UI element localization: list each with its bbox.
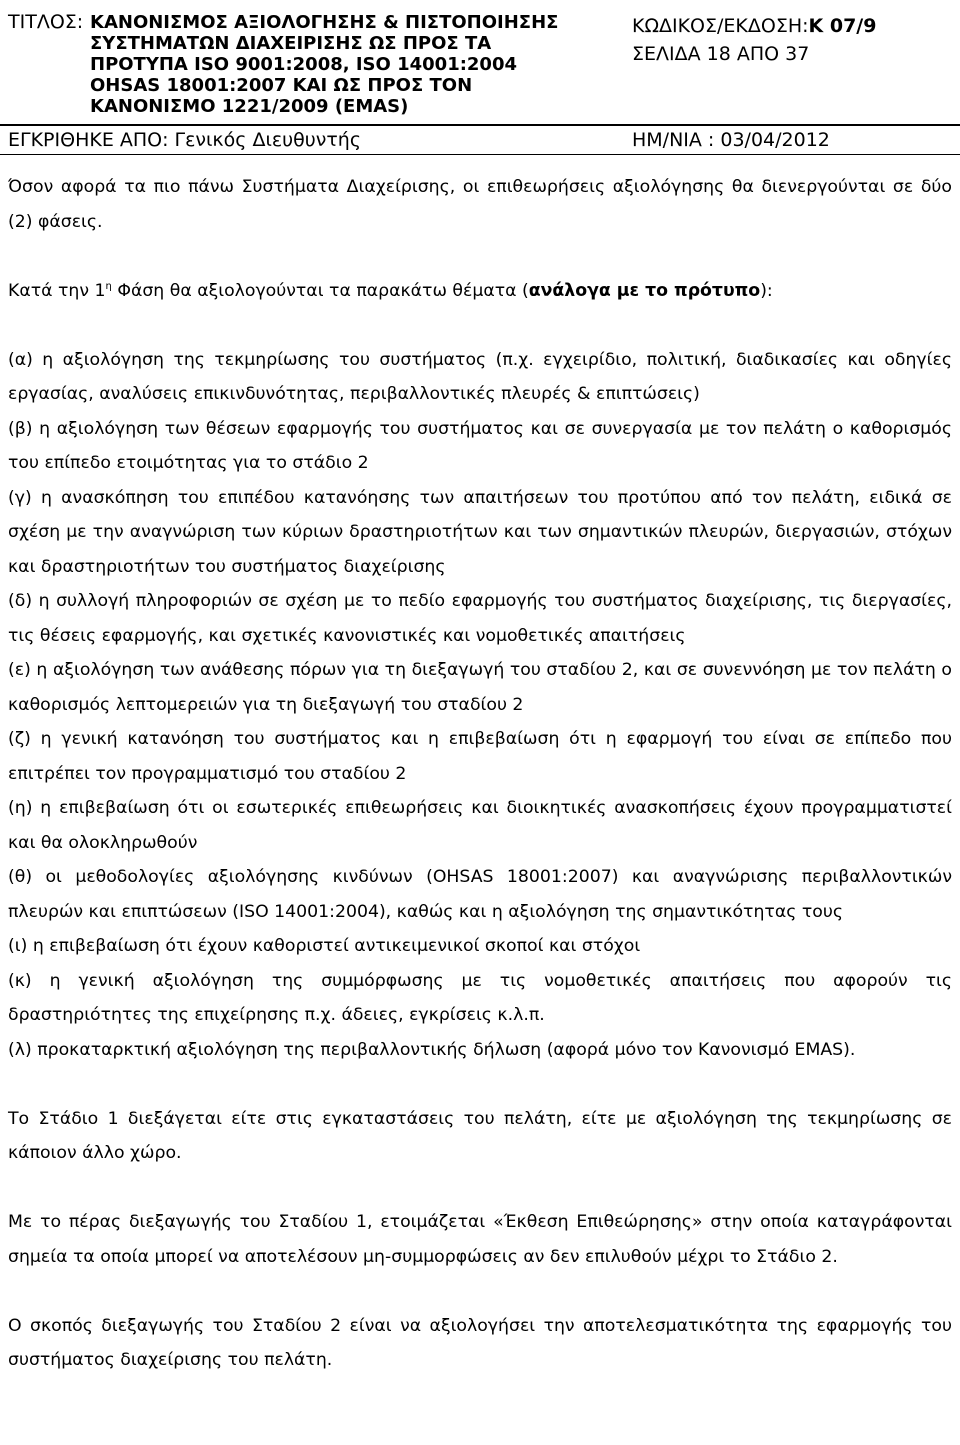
document-body xyxy=(8,170,952,1378)
list-item: (δ) η συλλογή πληροφοριών σε σχέση με το πεδίο εφαρμογής του συστήματος διαχείρισης, τις διεργασίες, τις θέσεις εφαρμογής, και σχετικές κανονιστικές και νομοθετικές απαιτήσεις xyxy=(8,591,952,646)
phase-heading xyxy=(8,274,952,309)
title-line: ΚΑΝΟΝΙΣΜΟ 1221/2009 (EMAS) xyxy=(90,96,409,117)
title-label: ΤΙΤΛΟΣ: xyxy=(8,11,84,33)
stage2-purpose-paragraph: Ο σκοπός διεξαγωγής του Σταδίου 2 είναι να αξιολογήσει την αποτελεσματικότητα της εφαρμογής του συστήματος διαχείρισης του πελάτη. xyxy=(8,1315,952,1370)
title-line: ΚΑΝΟΝΙΣΜΟΣ ΑΞΙΟΛΟΓΗΣΗΣ & ΠΙΣΤΟΠΟΙΗΣΗΣ xyxy=(90,12,559,33)
phase-superscript: η xyxy=(105,280,112,292)
list-item: (α) η αξιολόγηση της τεκμηρίωσης του συστήματος (π.χ. εγχειρίδιο, πολιτική, διαδικασίες και οδηγίες εργασίας, αναλύσεις επικινδυνότητας, περιβαλλοντικές πλευρές & επιπτώσεις) xyxy=(8,349,952,404)
list-item: (λ) προκαταρκτική αξιολόγηση της περιβαλλοντικής δήλωση (αφορά μόνο τον Κανονισμό EMAS). xyxy=(8,1039,856,1060)
code-value: Κ 07/9 xyxy=(808,15,877,37)
document-title xyxy=(90,12,586,117)
phase-text: Φάση θα αξιολογούνται τα παρακάτω θέματα ( xyxy=(111,280,529,301)
list-item: (θ) οι μεθοδολογίες αξιολόγησης κινδύνων (OHSAS 18001:2007) και αναγνώρισης περιβαλλοντικών πλευρών και επιπτώσεων (ISO 14001:2004), καθώς και η αξιολόγηση της σημαντικότητας τους xyxy=(8,867,952,922)
title-line: OHSAS 18001:2007 ΚΑΙ ΩΣ ΠΡΟΣ ΤΟΝ xyxy=(90,75,473,96)
list-item: (ε) η αξιολόγηση των ανάθεσης πόρων για τη διεξαγωγή του σταδίου 2, και σε συνεννόηση με τον πελάτη ο καθορισμός λεπτομερειών για τη διεξαγωγή του σταδίου 2 xyxy=(8,660,952,715)
code-label: ΚΩΔΙΚΟΣ/ΕΚΔΟΣΗ: xyxy=(632,15,809,37)
header-divider xyxy=(0,124,960,126)
approved-by: ΕΓΚΡΙΘΗΚΕ ΑΠΟ: Γενικός Διευθυντής xyxy=(8,129,362,151)
header-bottom-divider xyxy=(0,154,960,155)
document-code xyxy=(632,12,952,40)
list-item: (η) η επιβεβαίωση ότι οι εσωτερικές επιθεωρήσεις και διοικητικές ανασκοπήσεις έχουν προγραμματιστεί και θα ολοκληρωθούν xyxy=(8,798,952,853)
stage1-location-paragraph: Το Στάδιο 1 διεξάγεται είτε στις εγκαταστάσεις του πελάτη, είτε με αξιολόγηση της τεκμηρίωσης σε κάποιον άλλο χώρο. xyxy=(8,1108,952,1163)
page-number: ΣΕΛΙΔΑ 18 ΑΠΟ 37 xyxy=(632,43,810,65)
phase-emphasis: ανάλογα με το πρότυπο xyxy=(528,280,761,301)
title-line: ΠΡΟΤΥΠΑ ISO 9001:2008, ISO 14001:2004 xyxy=(90,54,518,75)
stage1-report-paragraph: Με το πέρας διεξαγωγής του Σταδίου 1, ετοιμάζεται «Έκθεση Επιθεώρησης» στην οποία καταγράφονται σημεία τα οποία μπορεί να αποτελέσουν μη-συμμορφώσεις αν δεν επιλυθούν μέχρι το Στάδιο 2. xyxy=(8,1212,952,1267)
list-item: (ζ) η γενική κατανόηση του συστήματος και η επιβεβαίωση ότι η εφαρμογή του είναι σε επίπεδο που επιτρέπει τον προγραμματισμό του σταδίου 2 xyxy=(8,729,952,784)
header-code-block xyxy=(632,12,952,68)
list-item: (κ) η γενική αξιολόγηση της συμμόρφωσης με τις νομοθετικές απαιτήσεις που αφορούν τις δραστηριότητες της επιχείρησης π.χ. άδειες, εγκρίσεις κ.λ.π. xyxy=(8,970,952,1025)
document-header xyxy=(0,0,960,152)
list-item: (ι) η επιβεβαίωση ότι έχουν καθοριστεί αντικειμενικοί σκοποί και στόχοι xyxy=(8,936,641,956)
document-date: ΗΜ/ΝΙΑ : 03/04/2012 xyxy=(632,129,830,151)
phase-text: ): xyxy=(760,280,773,301)
intro-paragraph: Όσον αφορά τα πιο πάνω Συστήματα Διαχείρισης, οι επιθεωρήσεις αξιολόγησης θα διενεργούνται σε δύο (2) φάσεις. xyxy=(8,177,952,232)
list-item: (β) η αξιολόγηση των θέσεων εφαρμογής του συστήματος και σε συνεργασία με τον πελάτη ο καθορισμός του επίπεδο ετοιμότητας για το στάδιο 2 xyxy=(8,418,952,473)
list-item: (γ) η ανασκόπηση του επιπέδου κατανόησης των απαιτήσεων του προτύπου από τον πελάτη, ειδικά σε σχέση με την αναγνώριση των κύριων δραστηριοτήτων και των σημαντικών πλευρών, διεργασιών, στόχων και δραστηριοτήτων του συστήματος διαχείρισης xyxy=(8,487,952,577)
title-line: ΣΥΣΤΗΜΑΤΩΝ ΔΙΑΧΕΙΡΙΣΗΣ ΩΣ ΠΡΟΣ ΤΑ xyxy=(90,33,492,54)
phase-text: Κατά την 1 xyxy=(8,280,106,301)
